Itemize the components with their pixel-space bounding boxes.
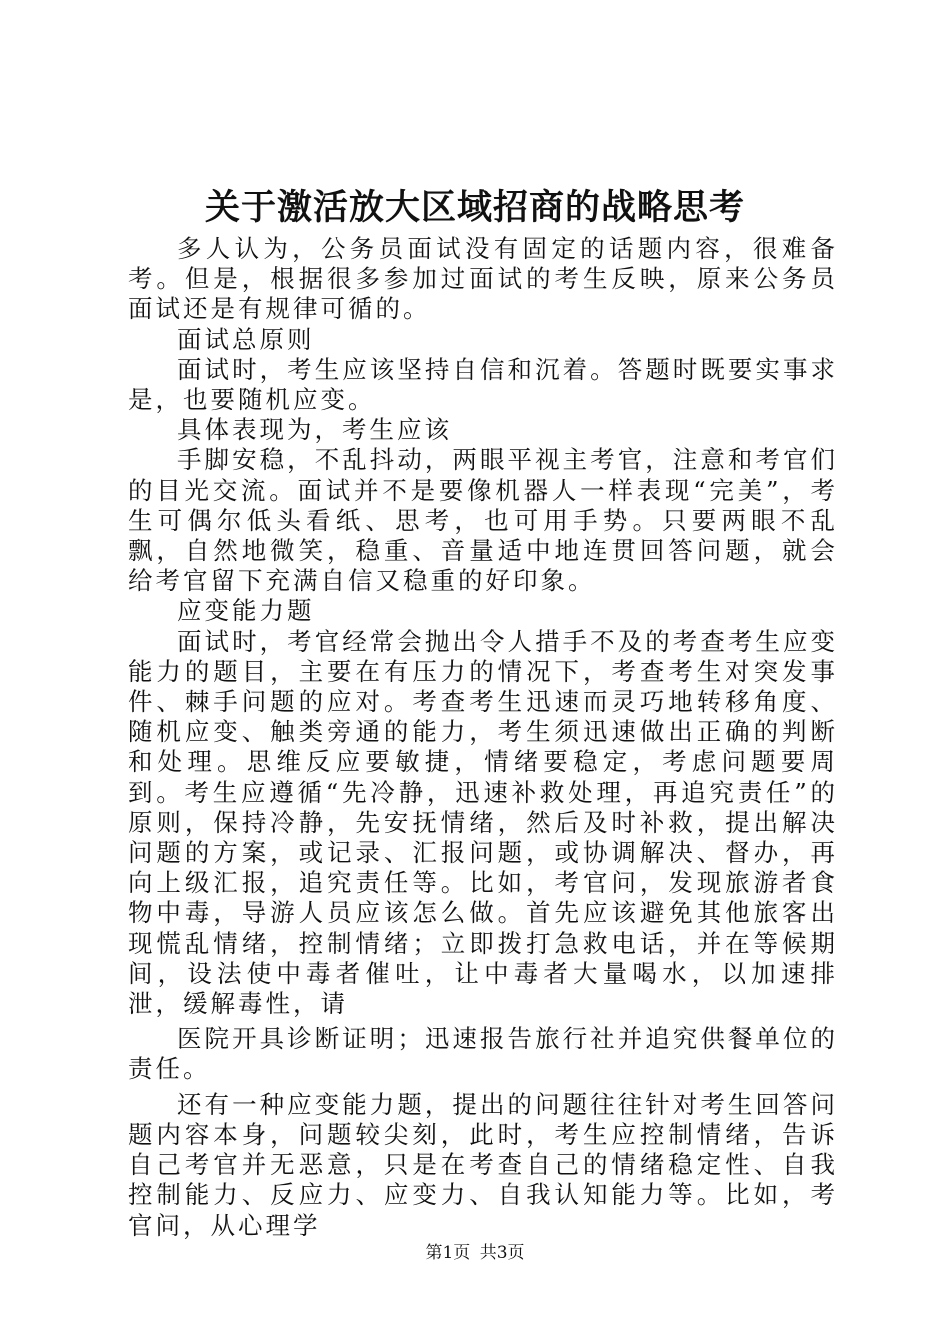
section-heading: 面试总原则 [177, 324, 315, 354]
paragraph: 手脚安稳，不乱抖动，两眼平视主考官，注意和考官们的目光交流。面试并不是要像机器人一样表现“完美”，考生可偶尔低头看纸、思考，也可用手势。只要两眼不乱飘，自然地微笑，稳重、音量适中地连贯回答问题，就会给考官留下充满自信又稳重的好印象。 [128, 445, 838, 596]
paragraph: 具体表现为，考生应该 [177, 415, 452, 445]
document-body [128, 234, 838, 1241]
section-heading: 应变能力题 [177, 596, 315, 626]
paragraph: 还有一种应变能力题，提出的问题往往针对考生回答问题内容本身，问题较尖刻，此时，考生应控制情绪，告诉自己考官并无恶意，只是在考查自己的情绪稳定性、自我控制能力、反应力、应变力、自我认知能力等。比如，考官问，从心理学 [128, 1089, 838, 1240]
total-pages: 共3页 [479, 1243, 525, 1263]
page-footer [0, 1241, 950, 1265]
document-title: 关于激活放大区域招商的战略思考 [204, 187, 745, 228]
paragraph: 面试时，考官经常会抛出令人措手不及的考查考生应变能力的题目，主要在有压力的情况下，考查考生对突发事件、棘手问题的应对。考查考生迅速而灵巧地转移角度、随机应变、触类旁通的能力，考生须迅速做出正确的判断和处理。思维反应要敏捷，情绪要稳定，考虑问题要周到。考生应遵循“先冷静，迅速补救处理，再追究责任”的原则，保持冷静，先安抚情绪，然后及时补救，提出解决问题的方案，或记录、汇报问题，或协调解决、督办，再向上级汇报，追究责任等。比如，考官问，发现旅游者食物中毒，导游人员应该怎么做。首先应该避免其他旅客出现慌乱情绪，控制情绪；立即拨打急救电话，并在等候期间，设法使中毒者催吐，让中毒者大量喝水，以加速排泄，缓解毒性，请 [128, 626, 838, 1019]
paragraph: 面试时，考生应该坚持自信和沉着。答题时既要实事求是，也要随机应变。 [128, 354, 838, 415]
paragraph: 医院开具诊断证明；迅速报告旅行社并追究供餐单位的责任。 [128, 1024, 838, 1084]
page-number: 第1页 [425, 1243, 471, 1263]
paragraph: 多人认为，公务员面试没有固定的话题内容，很难备考。但是，根据很多参加过面试的考生反映，原来公务员面试还是有规律可循的。 [128, 234, 838, 324]
